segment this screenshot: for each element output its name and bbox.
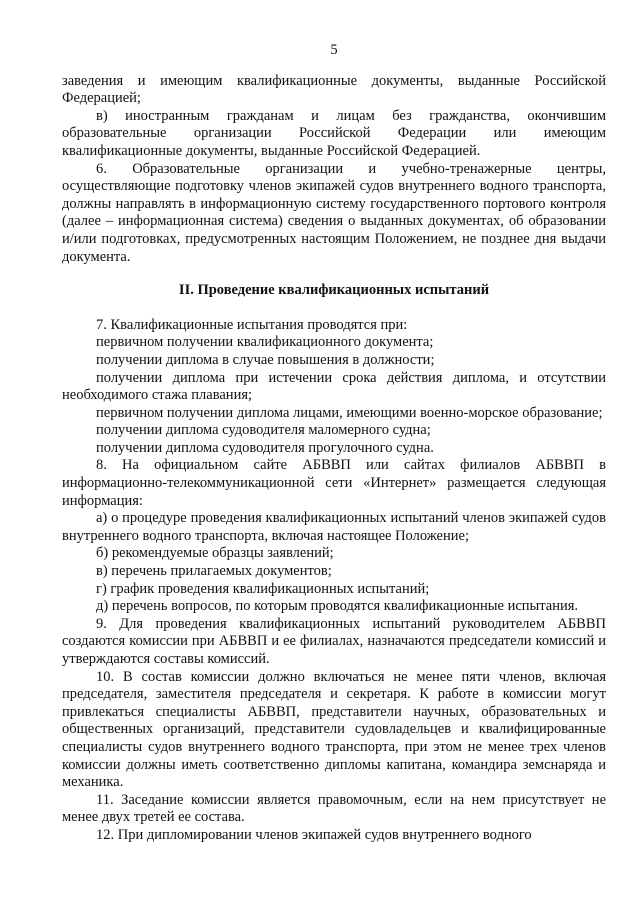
paragraph-7-item: первичном получении квалификационного документа; bbox=[96, 334, 434, 351]
paragraph-item-v: в) иностранным гражданам и лицам без гражданства, окончившим образовательные организации Российской Федерации или имеющим квалификационные документы, выданные Российской Федерацией. bbox=[62, 107, 606, 159]
paragraph-8-item-a: а) о процедуре проведения квалификационных испытаний членов экипажей судов внутреннего водного транспорта, включая настоящее Положение; bbox=[62, 510, 606, 544]
paragraph-continuation: заведения и имеющим квалификационные документы, выданные Российской Федерацией; bbox=[62, 72, 606, 107]
paragraph-7-item: первичном получении диплома лицами, имеющими военно-морское образование; bbox=[96, 404, 603, 421]
page-number: 5 bbox=[330, 42, 338, 58]
paragraph-7: 7. Квалификационные испытания проводятся при: bbox=[96, 316, 408, 333]
paragraph-9: 9. Для проведения квалификационных испытаний руководителем АБВВП создаются комиссии при АБВВП и ее филиалах, назначаются председатели комиссий и утверждаются составы комиссий. bbox=[62, 615, 606, 667]
paragraph-6: 6. Образовательные организации и учебно-тренажерные центры, осуществляющие подготовку членов экипажей судов внутреннего водного транспорта, должны направлять в информационную систему государственного портового контроля (далее – информационная система) сведения о выданных документах, об образовании и/или подготовках, предусмотренных настоящим Положением, не позднее дня выдачи документа. bbox=[62, 160, 606, 265]
paragraph-8-item-g: г) график проведения квалификационных испытаний; bbox=[96, 580, 430, 597]
paragraph-11: 11. Заседание комиссии является правомочным, если на нем присутствует не менее двух третей ее состава. bbox=[62, 791, 606, 826]
paragraph-8-item-b: б) рекомендуемые образцы заявлений; bbox=[96, 545, 334, 562]
paragraph-8-item-d: д) перечень вопросов, по которым проводятся квалификационные испытания. bbox=[96, 598, 579, 615]
paragraph-7-item: получении диплома судоводителя прогулочного судна. bbox=[96, 439, 434, 456]
paragraph-12: 12. При дипломировании членов экипажей судов внутреннего водного bbox=[96, 826, 532, 843]
paragraph-7-item: получении диплома судоводителя маломерного судна; bbox=[96, 422, 431, 439]
paragraph-8-item-v: в) перечень прилагаемых документов; bbox=[96, 563, 332, 580]
paragraph-7-item: получении диплома в случае повышения в должности; bbox=[96, 351, 435, 368]
section-heading: II. Проведение квалификационных испытаний bbox=[178, 282, 490, 299]
paragraph-10: 10. В состав комиссии должно включаться не менее пяти членов, включая председателя, заместителя председателя и секретаря. К работе в комиссии могут привлекаться специалисты АБВВП, представители научных, образовательных и общественных организаций, представители судовладельцев и квалифицированные специалисты судов внутреннего водного транспорта, при этом не менее трех членов комиссии должны иметь соответственно дипломы капитана, командира земснаряда и механика. bbox=[62, 668, 606, 791]
paragraph-8: 8. На официальном сайте АБВВП или сайтах филиалов АБВВП в информационно-телекоммуникационной сети «Интернет» размещается следующая информация: bbox=[62, 457, 606, 509]
paragraph-7-item: получении диплома при истечении срока действия диплома, и отсутствии необходимого стажа плавания; bbox=[62, 369, 606, 404]
